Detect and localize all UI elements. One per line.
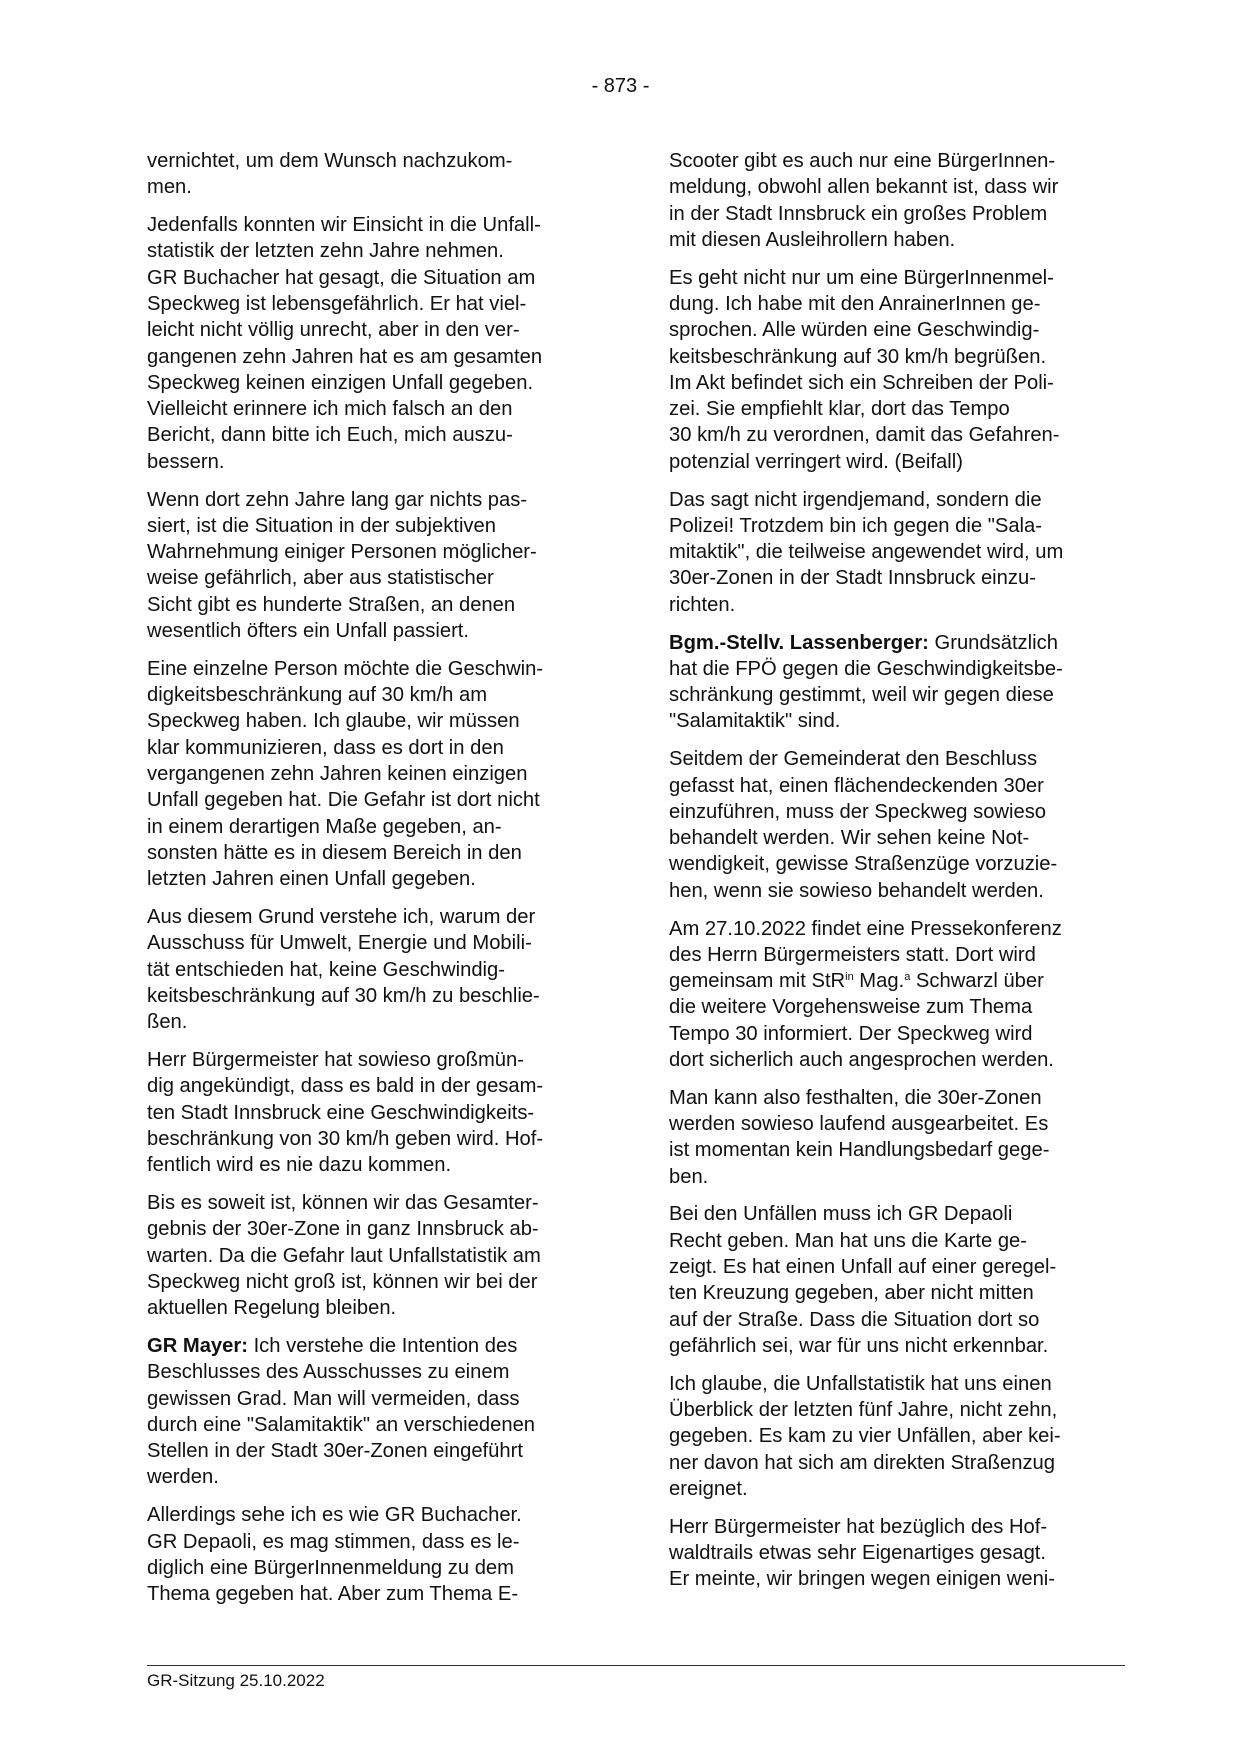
text-line: Bei den Unfällen muss ich GR Depaoli — [669, 1203, 1013, 1226]
text-line: gebnis der 30er-Zone in ganz Innsbruck ab- — [147, 1218, 539, 1241]
text-run: Grundsätzlich — [928, 631, 1058, 654]
text-line: beschränkung von 30 km/h geben wird. Hof- — [147, 1127, 544, 1150]
text-line: Er meinte, wir bringen wegen einigen weni- — [669, 1568, 1056, 1591]
text-line: richten. — [669, 593, 736, 616]
text-line — [669, 630, 1139, 656]
text-line: vernichtet, um dem Wunsch nachzukom- — [147, 150, 513, 172]
footer-session-date: GR-Sitzung 25.10.2022 — [147, 1671, 325, 1690]
text-line: Speckweg keinen einzigen Unfall gegeben. — [147, 371, 534, 394]
text-run: gemeinsam mit StR — [669, 970, 846, 993]
text-line: Jedenfalls konnten wir Einsicht in die Unfall- — [147, 214, 541, 237]
text-line: dung. Ich habe mit den AnrainerInnen ge- — [669, 292, 1041, 315]
text-line: Wahrnehmung einiger Personen möglicher- — [147, 541, 537, 564]
superscript: a — [904, 971, 911, 984]
text-line: mitaktik", die teilweise angewendet wird, um — [669, 541, 1064, 564]
text-line: Eine einzelne Person möchte die Geschwin- — [147, 657, 544, 680]
text-line: Speckweg ist lebensgefährlich. Er hat viel- — [147, 292, 527, 315]
text-line: "Salamitaktik" sind. — [669, 710, 841, 733]
text-line: dig angekündigt, dass es bald in der gesam- — [147, 1075, 544, 1098]
paragraph — [669, 916, 1139, 1074]
text-line: gegeben. Es kam zu vier Unfällen, aber kei- — [669, 1425, 1061, 1448]
text-line — [669, 968, 1139, 994]
text-line: die weitere Vorgehensweise zum Thema — [669, 996, 1033, 1019]
paragraph — [147, 1190, 617, 1321]
paragraph — [669, 630, 1139, 735]
text-line: Bericht, dann bitte ich Euch, mich auszu- — [147, 424, 513, 447]
text-line: GR Depaoli, es mag stimmen, dass es le- — [147, 1530, 520, 1553]
text-run: Mag. — [853, 970, 905, 993]
text-run: Schwarzl über — [910, 970, 1044, 993]
text-line: sonsten hätte es in diesem Bereich in den — [147, 841, 522, 864]
text-line: Das sagt nicht irgendjemand, sondern die — [669, 488, 1042, 511]
text-line: ßen. — [147, 1011, 188, 1034]
text-line: hen, wenn sie sowieso behandelt werden. — [669, 879, 1044, 902]
text-line: durch eine "Salamitaktik" an verschiedenen — [147, 1413, 536, 1436]
left-column — [147, 148, 617, 1619]
text-line: men. — [147, 176, 192, 199]
text-line: ist momentan kein Handlungsbedarf gege- — [669, 1139, 1050, 1162]
text-line: Am 27.10.2022 findet eine Pressekonferenz — [669, 917, 1062, 940]
text-line: wesentlich öfters ein Unfall passiert. — [147, 620, 470, 643]
text-line: potenzial verringert wird. (Beifall) — [669, 450, 963, 473]
text-line: Recht geben. Man hat uns die Karte ge- — [669, 1229, 1027, 1252]
right-column — [669, 148, 1139, 1604]
text-line: ten Kreuzung gegeben, aber nicht mitten — [669, 1282, 1034, 1305]
text-line: schränkung gestimmt, weil wir gegen diese — [669, 684, 1054, 707]
text-line: leicht nicht völlig unrecht, aber in den ver- — [147, 319, 520, 342]
speaker-name: GR Mayer: — [147, 1334, 248, 1357]
text-line: Es geht nicht nur um eine BürgerInnenmel- — [669, 266, 1054, 289]
text-line: werden sowieso laufend ausgearbeitet. Es — [669, 1113, 1049, 1136]
text-line: keitsbeschränkung auf 30 km/h begrüßen. — [669, 345, 1047, 368]
text-line: ereignet. — [669, 1477, 748, 1500]
text-line: werden. — [147, 1466, 219, 1489]
paragraph — [669, 487, 1139, 618]
text-line: weise gefährlich, aber aus statistischer — [147, 567, 494, 590]
page-number: - 873 - — [591, 75, 650, 97]
paragraph — [147, 487, 617, 645]
text-line: ben. — [669, 1165, 709, 1188]
text-line: vergangenen zehn Jahren keinen einzigen — [147, 763, 528, 786]
text-line: einzuführen, muss der Speckweg sowieso — [669, 800, 1047, 823]
text-line: ten Stadt Innsbruck eine Geschwindigkeits- — [147, 1101, 535, 1124]
text-line: wendigkeit, gewisse Straßenzüge vorzuzie- — [669, 853, 1058, 876]
text-line: Thema gegeben hat. Aber zum Thema E- — [147, 1583, 519, 1606]
text-line: 30 km/h zu verordnen, damit das Gefahren- — [669, 424, 1060, 447]
paragraph — [147, 656, 617, 893]
text-line: siert, ist die Situation in der subjektiven — [147, 514, 496, 537]
text-line: waldtrails etwas sehr Eigenartiges gesagt. — [669, 1542, 1047, 1565]
text-line: Im Akt befindet sich ein Schreiben der Poli- — [669, 371, 1054, 394]
text-line: des Herrn Bürgermeisters statt. Dort wird — [669, 943, 1036, 966]
text-line: auf der Straße. Dass die Situation dort so — [669, 1308, 1040, 1331]
paragraph — [147, 1047, 617, 1178]
paragraph — [669, 1201, 1139, 1359]
text-line: zei. Sie empfiehlt klar, dort das Tempo — [669, 398, 1010, 421]
text-line: mit diesen Ausleihrollern haben. — [669, 228, 956, 251]
speaker-name: Bgm.-Stellv. Lassenberger: — [669, 631, 929, 654]
text-line: Bis es soweit ist, können wir das Gesamter- — [147, 1191, 539, 1214]
paragraph — [669, 1371, 1139, 1502]
text-line: Allerdings sehe ich es wie GR Buchacher. — [147, 1504, 522, 1527]
text-line: digkeitsbeschränkung auf 30 km/h am — [147, 684, 488, 707]
paragraph — [669, 148, 1139, 253]
text-line: gefährlich sei, war für uns nicht erkennbar. — [669, 1334, 1049, 1357]
text-line: gefasst hat, einen flächendeckenden 30er — [669, 774, 1044, 797]
text-line: klar kommunizieren, dass es dort in den — [147, 736, 504, 759]
text-line: aktuellen Regelung bleiben. — [147, 1297, 397, 1320]
text-line: Stellen in der Stadt 30er-Zonen eingeführt — [147, 1440, 523, 1463]
text-line: ner davon hat sich am direkten Straßenzug — [669, 1451, 1056, 1474]
text-line: Vielleicht erinnere ich mich falsch an den — [147, 398, 513, 421]
text-line: GR Buchacher hat gesagt, die Situation am — [147, 266, 536, 289]
text-line: Aus diesem Grund verstehe ich, warum der — [147, 906, 536, 929]
text-line: Tempo 30 informiert. Der Speckweg wird — [669, 1022, 1033, 1045]
paragraph — [147, 1333, 617, 1491]
text-line — [147, 1333, 617, 1359]
text-line: letzten Jahren einen Unfall gegeben. — [147, 868, 476, 891]
text-line: keitsbeschränkung auf 30 km/h zu beschlie- — [147, 984, 540, 1007]
text-line: Ich glaube, die Unfallstatistik hat uns einen — [669, 1372, 1052, 1395]
text-line: Wenn dort zehn Jahre lang gar nichts pas- — [147, 488, 528, 511]
text-line: behandelt werden. Wir sehen keine Not- — [669, 827, 1030, 850]
text-line: in einem derartigen Maße gegeben, an- — [147, 815, 502, 838]
text-line: Herr Bürgermeister hat sowieso großmün- — [147, 1049, 524, 1071]
footer-divider — [147, 1665, 1125, 1666]
text-line: bessern. — [147, 450, 225, 473]
text-line: Speckweg nicht groß ist, können wir bei der — [147, 1270, 538, 1293]
text-line: tät entschieden hat, keine Geschwindig- — [147, 958, 505, 981]
superscript: in — [845, 971, 854, 984]
paragraph — [669, 1514, 1139, 1593]
text-line: Man kann also festhalten, die 30er-Zonen — [669, 1086, 1042, 1109]
paragraph — [147, 148, 617, 201]
text-line: Beschlusses des Ausschusses zu einem — [147, 1361, 510, 1384]
text-line: hat die FPÖ gegen die Geschwindigkeitsbe- — [669, 657, 1063, 680]
text-line: Überblick der letzten fünf Jahre, nicht zehn, — [669, 1399, 1058, 1422]
text-line: Ausschuss für Umwelt, Energie und Mobili- — [147, 932, 532, 955]
paragraph — [669, 1085, 1139, 1190]
paragraph — [147, 212, 617, 475]
text-line: warten. Da die Gefahr laut Unfallstatistik am — [147, 1244, 541, 1267]
text-line: gewissen Grad. Man will vermeiden, dass — [147, 1387, 520, 1410]
text-line: statistik der letzten zehn Jahre nehmen. — [147, 240, 504, 263]
text-line: Sicht gibt es hunderte Straßen, an denen — [147, 593, 516, 616]
text-line: Herr Bürgermeister hat bezüglich des Hof- — [669, 1515, 1048, 1538]
paragraph — [669, 265, 1139, 475]
text-line: Polizei! Trotzdem bin ich gegen die "Sala- — [669, 514, 1042, 537]
text-line: diglich eine BürgerInnenmeldung zu dem — [147, 1556, 514, 1579]
text-line: meldung, obwohl allen bekannt ist, dass wir — [669, 176, 1059, 199]
text-line: fentlich wird es nie dazu kommen. — [147, 1154, 452, 1177]
text-line: in der Stadt Innsbruck ein großes Problem — [669, 202, 1048, 225]
text-run: Ich verstehe die Intention des — [247, 1334, 518, 1357]
text-line: Seitdem der Gemeinderat den Beschluss — [669, 748, 1038, 771]
text-line: sprochen. Alle würden eine Geschwindig- — [669, 319, 1040, 342]
text-line: 30er-Zonen in der Stadt Innsbruck einzu- — [669, 567, 1036, 590]
text-line: Speckweg haben. Ich glaube, wir müssen — [147, 710, 520, 733]
paragraph — [669, 746, 1139, 904]
text-line: gangenen zehn Jahren hat es am gesamten — [147, 345, 543, 368]
text-line: dort sicherlich auch angesprochen werden. — [669, 1049, 1054, 1071]
paragraph — [147, 1502, 617, 1607]
text-line: zeigt. Es hat einen Unfall auf einer geregel- — [669, 1256, 1057, 1279]
paragraph — [147, 904, 617, 1035]
text-line: Scooter gibt es auch nur eine BürgerInnen- — [669, 150, 1056, 172]
text-line: Unfall gegeben hat. Die Gefahr ist dort nicht — [147, 789, 540, 812]
